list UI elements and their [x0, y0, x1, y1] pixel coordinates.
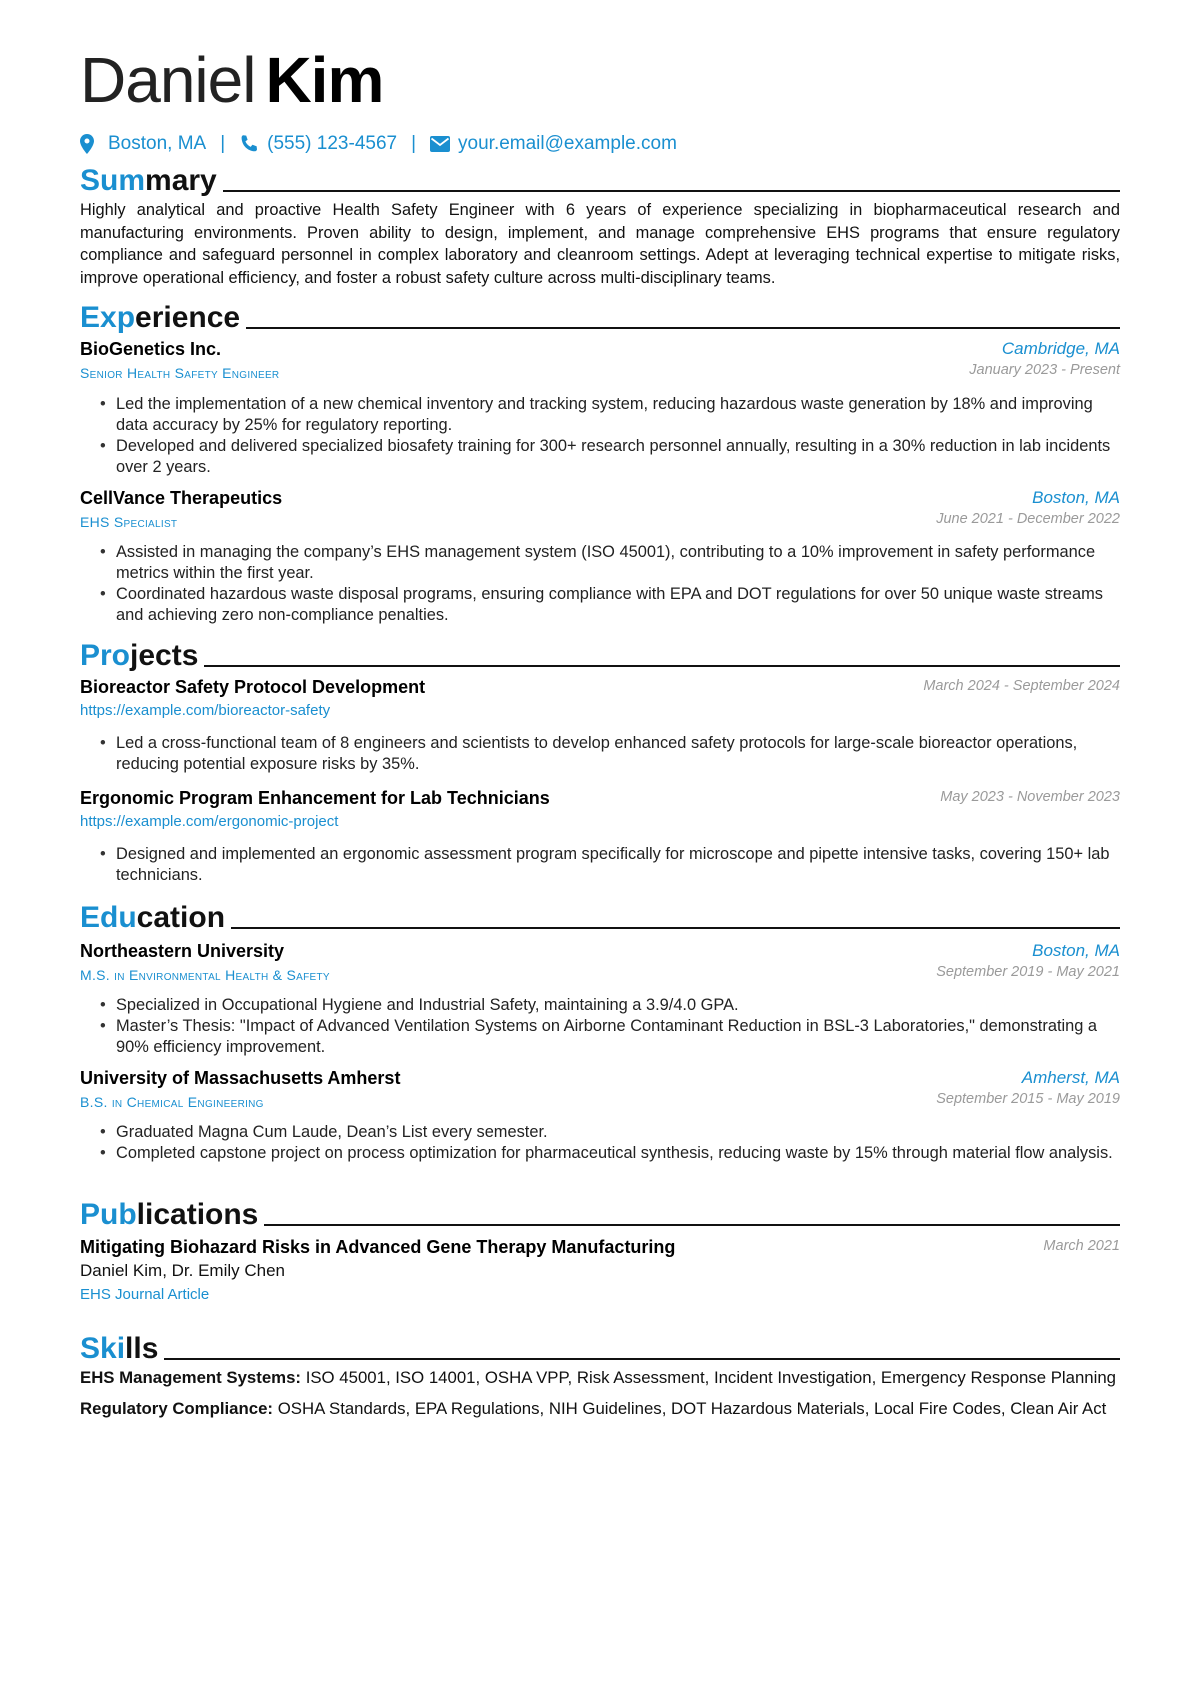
list-item: • Assisted in managing the company’s EHS management system (ISO 45001), contributing to a 10% improvement in safety performance metrics within the first year. [100, 542, 1120, 584]
section-rule [223, 190, 1120, 192]
section-skills-heading [80, 1326, 1120, 1366]
school-name: University of Massachusetts Amherst [80, 1068, 401, 1088]
section-rule [231, 927, 1120, 929]
list-item: • Led the implementation of a new chemical inventory and tracking system, reducing hazardous waste generation by 18% and improving data accuracy by 25% for regulatory reporting. [100, 394, 1120, 436]
skill-value: OSHA Standards, EPA Regulations, NIH Guidelines, DOT Hazardous Materials, Local Fire Codes, Clean Air Act [277, 1399, 1107, 1418]
heading-rest: erience [135, 301, 241, 334]
bullet-list [100, 1122, 1120, 1164]
experience-entry [80, 487, 1120, 533]
phone-icon [239, 134, 259, 154]
list-item: • Completed capstone project on process optimization for pharmaceutical synthesis, reducing waste by 15% through material flow analysis. [100, 1143, 1120, 1164]
heading-rest: mary [145, 164, 217, 197]
project-link[interactable]: https://example.com/ergonomic-project [80, 813, 339, 830]
school-name: Northeastern University [80, 941, 285, 961]
bullet-list [100, 394, 1120, 478]
publication-authors: Daniel Kim, Dr. Emily Chen [80, 1261, 286, 1280]
separator: | [411, 133, 417, 154]
job-title: Senior Health Safety Engineer [80, 365, 280, 381]
entry-location: Boston, MA [1032, 488, 1120, 507]
company-name: BioGenetics Inc. [80, 339, 222, 359]
entry-dates: March 2024 - September 2024 [923, 678, 1120, 694]
heading-accent: Exp [80, 301, 136, 334]
publication-venue: EHS Journal Article [80, 1286, 210, 1303]
section-rule [164, 1358, 1120, 1360]
skill-row [80, 1367, 1120, 1389]
section-education-heading [80, 895, 1120, 935]
experience-entry [80, 338, 1120, 384]
contact-line [80, 133, 677, 155]
entry-dates: June 2021 - December 2022 [936, 511, 1120, 527]
entry-location: Cambridge, MA [1001, 339, 1120, 358]
phone-link[interactable]: (555) 123-4567 [267, 133, 398, 154]
bullet-list [100, 542, 1120, 626]
job-title: EHS Specialist [80, 514, 178, 530]
summary-text: Highly analytical and proactive Health Safety Engineer with 6 years of experience specializing in biopharmaceutical research and manufacturing environments. Proven ability to design, implement, and manage comprehensive EHS programs that ensure regulatory compliance and safeguard personnel in complex laboratory and cleanroom settings. Adept at leveraging technical expertise to mitigate risks, improve operational efficiency, and foster a robust safety culture across multi-disciplinary teams. [80, 201, 1120, 287]
section-publications-heading [80, 1192, 1120, 1232]
heading-accent: Sum [80, 164, 146, 197]
bullet-list [100, 844, 1120, 886]
heading-rest: lls [125, 1332, 159, 1365]
section-rule [204, 665, 1120, 667]
list-item: • Specialized in Occupational Hygiene and Industrial Safety, maintaining a 3.9/4.0 GPA. [100, 995, 1120, 1016]
section-projects-heading [80, 633, 1120, 673]
skill-value: ISO 45001, ISO 14001, OSHA VPP, Risk Assessment, Incident Investigation, Emergency Response Planning [305, 1368, 1117, 1387]
list-item: • Master’s Thesis: "Impact of Advanced Ventilation Systems on Airborne Contaminant Reduction in BSL-3 Laboratories," demonstrating a 90% efficiency improvement. [100, 1016, 1120, 1058]
list-item: • Developed and delivered specialized biosafety training for 300+ research personnel annually, resulting in a 30% reduction in lab incidents over 2 years. [100, 436, 1120, 478]
skill-row [80, 1398, 1120, 1420]
first-name: Daniel [80, 44, 256, 116]
entry-location: Amherst, MA [1021, 1068, 1120, 1087]
envelope-icon [430, 134, 450, 154]
skill-label: EHS Management Systems: [80, 1368, 302, 1387]
last-name: Kim [265, 44, 384, 116]
section-summary-heading [80, 158, 1120, 198]
degree: M.S. in Environmental Health & Safety [80, 967, 330, 983]
list-item: • Led a cross-functional team of 8 engineers and scientists to develop enhanced safety protocols for large-scale bioreactor operations, reducing potential exposure risks by 35%. [100, 733, 1120, 775]
section-rule [246, 327, 1120, 329]
heading-rest: jects [130, 639, 199, 672]
heading-rest: cation [136, 901, 226, 934]
list-item: • Designed and implemented an ergonomic assessment program specifically for microscope and pipette intensive tasks, covering 150+ lab technicians. [100, 844, 1120, 886]
separator: | [220, 133, 226, 154]
bullet-list [100, 995, 1120, 1058]
project-entry [80, 676, 1120, 722]
heading-rest: lications [136, 1198, 259, 1231]
list-item: • Graduated Magna Cum Laude, Dean’s List every semester. [100, 1122, 1120, 1143]
entry-dates: January 2023 - Present [969, 362, 1120, 378]
entry-dates: September 2015 - May 2019 [936, 1091, 1120, 1107]
entry-location: Boston, MA [1032, 941, 1120, 960]
skill-label: Regulatory Compliance: [80, 1399, 274, 1418]
project-entry [80, 787, 1120, 833]
entry-dates: September 2019 - May 2021 [936, 964, 1120, 980]
heading-accent: Pro [80, 639, 131, 672]
publication-entry [80, 1236, 1120, 1306]
publication-date: March 2021 [1043, 1238, 1120, 1254]
education-entry [80, 940, 1120, 986]
email-link[interactable]: your.email@example.com [458, 133, 677, 154]
education-entry [80, 1067, 1120, 1113]
project-name: Bioreactor Safety Protocol Development [80, 677, 426, 697]
bullet-list [100, 733, 1120, 775]
publication-title: Mitigating Biohazard Risks in Advanced Gene Therapy Manufacturing [80, 1237, 676, 1257]
project-name: Ergonomic Program Enhancement for Lab Technicians [80, 788, 550, 808]
company-name: CellVance Therapeutics [80, 488, 283, 508]
section-rule [264, 1224, 1120, 1226]
degree: B.S. in Chemical Engineering [80, 1094, 264, 1110]
location-text: Boston, MA [108, 133, 207, 154]
heading-accent: Edu [80, 901, 137, 934]
project-link[interactable]: https://example.com/bioreactor-safety [80, 702, 331, 719]
entry-dates: May 2023 - November 2023 [940, 789, 1120, 805]
map-pin-icon [80, 134, 100, 154]
list-item: • Coordinated hazardous waste disposal programs, ensuring compliance with EPA and DOT regulations for over 50 unique waste streams and achieving zero non-compliance penalties. [100, 584, 1120, 626]
heading-accent: Pub [80, 1198, 137, 1231]
heading-accent: Ski [80, 1332, 126, 1365]
section-experience-heading [80, 295, 1120, 335]
candidate-name [80, 40, 383, 120]
